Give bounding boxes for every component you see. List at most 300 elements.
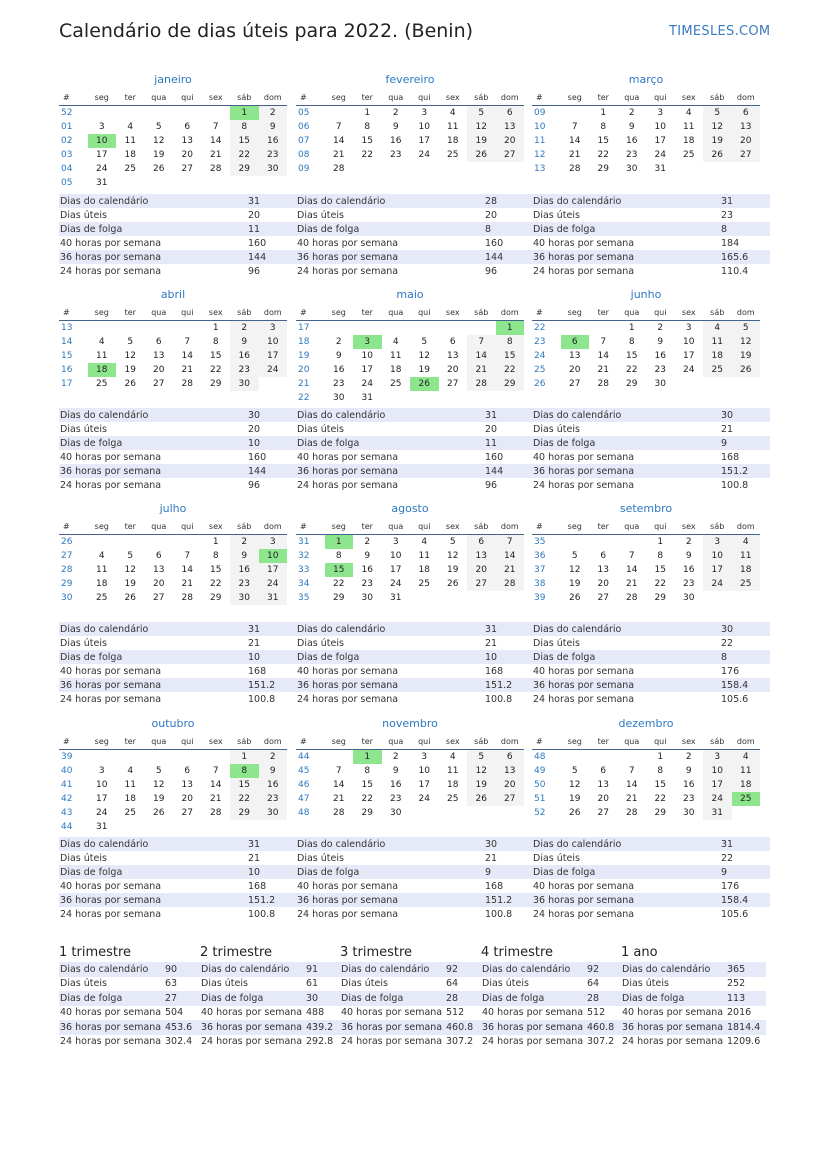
day-cell [382,321,411,336]
day-cell: 15 [210,351,222,361]
day-cell: 25 [418,579,430,589]
weekday-header: seg [325,305,354,321]
weekday-header: sex [439,305,468,321]
stat-value: 105.6 [721,908,749,920]
day-cell: 26 [467,792,496,806]
stat-label: 40 horas por semana [60,1007,162,1019]
stat-label: Dias de folga [59,991,164,1006]
day-cell: 9 [657,337,664,347]
stat-row [296,907,534,921]
day-cell: 19 [153,794,165,804]
day-cell [173,321,202,336]
stat-label: 36 horas por semana [59,893,247,907]
day-cell: 18 [732,778,761,792]
day-cell: 30 [683,593,695,603]
stat-value: 9 [484,865,534,879]
stat-value: 144 [484,464,534,478]
day-cell: 22 [230,792,259,806]
week-row [532,549,760,563]
period-title: 1 ano [621,945,658,960]
day-cell: 20 [447,365,459,375]
stat-row [296,464,534,478]
stat-label: 36 horas por semana [481,1020,586,1035]
day-cell: 11 [124,780,136,790]
day-cell: 19 [467,134,496,148]
day-cell [439,162,468,176]
stat-row [59,991,204,1006]
stat-label: 24 horas por semana [297,908,399,920]
stat-row [532,208,770,222]
stat-row [59,977,204,992]
stat-row [296,264,534,278]
day-cell: 4 [392,337,399,347]
period-summary-5 [621,944,766,1049]
day-cell: 3 [703,535,732,550]
weekday-header: # [296,519,325,535]
day-cell: 27 [181,808,193,818]
stat-row [59,1020,204,1035]
stat-row [532,650,770,664]
day-cell: 27 [181,164,193,174]
stat-value: 113 [726,991,766,1006]
day-cell [145,750,174,765]
month-calendar-junho [532,285,760,391]
stat-row [296,893,534,907]
stat-row [340,962,485,977]
stat-value: 10 [247,436,297,450]
day-cell: 20 [181,794,193,804]
day-cell: 24 [390,579,402,589]
stat-label: Dias do calendário [59,622,247,636]
week-row [532,563,760,577]
holiday-day-cell: 1 [353,750,382,765]
day-cell: 27 [447,379,459,389]
day-cell [325,750,354,765]
day-cell [703,162,732,176]
stat-value: 168 [248,880,267,892]
month-calendar-agosto [296,499,524,605]
page-title: Calendário de dias úteis para 2022. (Benin) [59,20,474,42]
day-cell: 13 [181,136,193,146]
day-cell: 15 [626,351,638,361]
stat-label: Dias de folga [296,222,484,236]
day-cell: 31 [96,178,108,188]
stat-row [296,208,534,222]
stat-label: Dias de folga [340,991,445,1006]
stat-row [532,622,770,636]
weekday-header: sex [439,519,468,535]
weekday-header: dom [496,519,525,535]
stat-label: Dias do calendário [532,408,720,422]
weekday-header: qua [145,734,174,750]
week-row [59,549,287,563]
day-cell: 25 [96,593,108,603]
week-row [59,321,287,336]
week-row [59,591,287,605]
period-summary-4 [481,944,626,1049]
day-cell: 18 [447,780,459,790]
day-cell: 23 [230,363,259,377]
weekday-header: qui [646,519,675,535]
day-cell: 8 [364,766,371,776]
day-cell: 8 [212,551,219,561]
day-cell: 20 [496,778,525,792]
day-cell: 8 [657,551,664,561]
stat-value: 31 [484,408,534,422]
stat-label: 40 horas por semana [60,665,162,677]
weekday-header: sex [675,90,704,106]
day-cell: 17 [418,780,430,790]
stat-value: 10 [247,650,297,664]
stat-label: Dias de folga [59,650,247,664]
week-row [532,591,760,605]
day-cell: 16 [390,136,402,146]
month-name: março [628,73,664,86]
stat-label: Dias de folga [59,436,247,450]
week-row [59,162,287,176]
weekday-header: ter [353,734,382,750]
week-number: 24 [534,351,546,361]
day-cell: 29 [654,808,666,818]
weekday-header: # [59,305,88,321]
day-cell [145,535,174,550]
weekday-header: qua [145,519,174,535]
week-row [296,591,524,605]
day-cell: 31 [96,822,108,832]
day-cell: 28 [597,379,609,389]
day-cell: 1 [657,752,664,762]
day-cell: 3 [685,323,692,333]
week-number: 29 [61,579,73,589]
day-cell: 31 [654,164,666,174]
stat-value: 22 [721,852,734,864]
stat-row [532,436,770,450]
weekday-header: qua [618,519,647,535]
weekday-header: ter [116,734,145,750]
day-cell: 20 [181,150,193,160]
day-cell: 8 [364,122,371,132]
stat-row [59,678,297,692]
stat-value: 21 [248,852,261,864]
day-cell: 15 [361,780,373,790]
day-cell: 4 [98,551,105,561]
week-row [59,120,287,134]
month-stats-setembro [532,622,770,706]
stat-value: 2016 [727,1007,752,1019]
day-cell: 26 [153,164,165,174]
day-cell: 13 [153,351,165,361]
stat-label: 24 horas por semana [622,1036,724,1048]
week-row [532,778,760,792]
day-cell: 11 [124,136,136,146]
week-number: 23 [534,337,546,347]
weekday-header: ter [116,519,145,535]
month-name: abril [160,288,186,301]
day-cell: 23 [259,792,288,806]
month-grid [532,90,760,176]
stat-row [532,851,770,865]
stat-value: 160 [485,237,504,249]
stat-row [481,991,626,1006]
week-number: 39 [534,593,546,603]
week-number: 01 [61,122,73,132]
week-number: 42 [61,794,73,804]
day-cell [145,820,174,834]
weekday-header: dom [496,734,525,750]
period-title: 2 trimestre [200,945,273,960]
day-cell: 25 [124,164,136,174]
week-number: 34 [298,579,310,589]
day-cell [382,391,411,405]
stat-label: 36 horas por semana [532,250,720,264]
stat-row [340,1035,485,1050]
stat-label: Dias de folga [532,222,720,236]
day-cell: 27 [569,379,581,389]
day-cell: 28 [333,808,345,818]
day-cell: 11 [447,766,459,776]
stat-label: 40 horas por semana [533,880,635,892]
week-row [532,750,760,765]
weekday-header: qui [646,734,675,750]
day-cell: 2 [392,752,399,762]
period-summary-1 [59,944,204,1049]
day-cell: 13 [181,780,193,790]
stat-row [296,194,534,208]
stat-label: 40 horas por semana [533,451,635,463]
day-cell: 9 [392,122,399,132]
day-cell: 9 [230,335,259,349]
day-cell: 5 [467,750,496,765]
stat-value: 151.2 [247,893,297,907]
week-row [59,535,287,550]
day-cell: 20 [732,134,761,148]
week-number: 05 [61,178,73,188]
stat-value: 28 [445,991,485,1006]
stat-row [340,1006,485,1021]
stat-value: 100.8 [485,693,513,705]
week-number: 48 [534,752,546,762]
day-cell: 4 [127,766,134,776]
stat-row [481,1035,626,1050]
month-stats-outubro [59,837,297,921]
day-cell: 6 [449,337,456,347]
day-cell: 14 [626,565,638,575]
day-cell: 27 [597,593,609,603]
weekday-header-row [296,519,524,535]
day-cell: 20 [569,365,581,375]
stat-value: 144 [247,464,297,478]
month-name: novembro [382,717,438,730]
day-cell: 1 [600,108,607,118]
day-cell: 21 [597,365,609,375]
stat-label: 40 horas por semana [533,665,635,677]
weekday-header: qua [382,90,411,106]
day-cell: 5 [421,337,428,347]
day-cell: 13 [597,780,609,790]
weekday-header: # [59,734,88,750]
stat-row [59,1006,204,1021]
stat-row [532,678,770,692]
day-cell: 12 [467,120,496,134]
period-stats [59,962,204,1049]
week-row [59,577,287,591]
day-cell: 1 [657,537,664,547]
stat-value: 20 [485,423,498,435]
week-number: 22 [534,323,546,333]
day-cell: 8 [657,766,664,776]
stat-label: Dias do calendário [481,962,586,977]
week-number: 25 [534,365,546,375]
weekday-header: sex [202,734,231,750]
stat-row [621,1035,766,1050]
day-cell: 16 [333,365,345,375]
stat-label: 40 horas por semana [297,451,399,463]
month-name: janeiro [154,73,192,86]
month-grid [59,519,287,605]
day-cell: 30 [333,393,345,403]
day-cell: 25 [124,808,136,818]
stat-value: 31 [720,837,770,851]
weekday-header: seg [88,305,117,321]
weekday-header: sex [439,90,468,106]
week-row [532,335,760,349]
day-cell: 9 [392,766,399,776]
day-cell: 3 [259,535,288,550]
brand-link[interactable]: TIMESLES.COM [669,24,771,39]
stat-value: 307.2 [446,1036,474,1048]
day-cell: 21 [496,563,525,577]
day-cell: 30 [361,593,373,603]
stat-value: 488 [306,1007,325,1019]
stat-row [59,893,297,907]
month-calendar-abril [59,285,287,391]
weekday-header: sáb [467,734,496,750]
weekday-header: # [532,90,561,106]
day-cell: 6 [155,551,162,561]
week-row [59,377,287,391]
week-row [296,806,524,820]
stat-label: Dias úteis [60,978,107,990]
stat-label: Dias do calendário [296,408,484,422]
day-cell: 20 [597,579,609,589]
month-stats-junho [532,408,770,492]
stat-row [59,208,297,222]
stat-label: 36 horas por semana [59,1020,164,1035]
week-row [296,778,524,792]
day-cell: 22 [626,365,638,375]
stat-value: 144 [247,250,297,264]
week-row [59,148,287,162]
day-cell: 16 [230,349,259,363]
stat-row [296,692,534,706]
weekday-header: dom [259,305,288,321]
stat-value: 96 [485,265,498,277]
stat-row [296,236,534,250]
week-number: 10 [534,122,546,132]
day-cell [259,820,288,834]
stat-value: 453.6 [164,1020,204,1035]
weekday-header: sáb [230,90,259,106]
week-row [532,106,760,121]
day-cell: 5 [571,766,578,776]
day-cell: 21 [333,794,345,804]
stat-row [481,1006,626,1021]
week-row [59,764,287,778]
weekday-header: seg [325,519,354,535]
week-number: 45 [298,766,310,776]
stat-value: 512 [587,1007,606,1019]
week-number: 52 [534,808,546,818]
weekday-header: sáb [467,90,496,106]
day-cell: 31 [361,393,373,403]
weekday-header-row [532,305,760,321]
day-cell: 15 [654,780,666,790]
day-cell: 30 [654,379,666,389]
day-cell [145,176,174,190]
day-cell [325,321,354,336]
day-cell: 23 [361,579,373,589]
day-cell: 28 [181,379,193,389]
stat-row [59,222,297,236]
day-cell: 29 [597,164,609,174]
day-cell: 5 [703,106,732,121]
stat-row [59,1035,204,1050]
week-number: 08 [298,150,310,160]
day-cell [88,106,117,121]
day-cell: 5 [127,551,134,561]
day-cell: 30 [259,806,288,820]
stat-label: 36 horas por semana [296,893,484,907]
day-cell: 1 [364,108,371,118]
period-stats [621,962,766,1049]
week-row [532,134,760,148]
weekday-header-row [59,305,287,321]
stat-label: 24 horas por semana [482,1036,584,1048]
stat-label: 24 horas por semana [341,1036,443,1048]
stat-label: 36 horas por semana [59,464,247,478]
stat-label: 40 horas por semana [533,237,635,249]
stat-label: 24 horas por semana [533,693,635,705]
day-cell: 29 [654,593,666,603]
stat-label: 24 horas por semana [533,908,635,920]
day-cell [589,750,618,765]
day-cell [145,321,174,336]
day-cell: 21 [181,579,193,589]
day-cell [467,391,496,405]
stat-label: 36 horas por semana [532,464,720,478]
day-cell [116,106,145,121]
stat-value: 30 [305,991,345,1006]
stat-row [296,837,534,851]
month-calendar-julho [59,499,287,605]
week-row [59,563,287,577]
day-cell [703,377,732,391]
stat-value: 31 [247,622,297,636]
day-cell: 12 [124,565,136,575]
stat-row [532,478,770,492]
holiday-day-cell: 1 [496,321,525,336]
day-cell: 21 [569,150,581,160]
stat-label: 40 horas por semana [622,1007,724,1019]
stat-value: 100.8 [248,908,276,920]
week-row [59,363,287,377]
stat-row [296,422,534,436]
day-cell: 17 [418,136,430,146]
day-cell [410,391,439,405]
day-cell [561,321,590,336]
day-cell: 6 [496,750,525,765]
day-cell: 1 [212,323,219,333]
